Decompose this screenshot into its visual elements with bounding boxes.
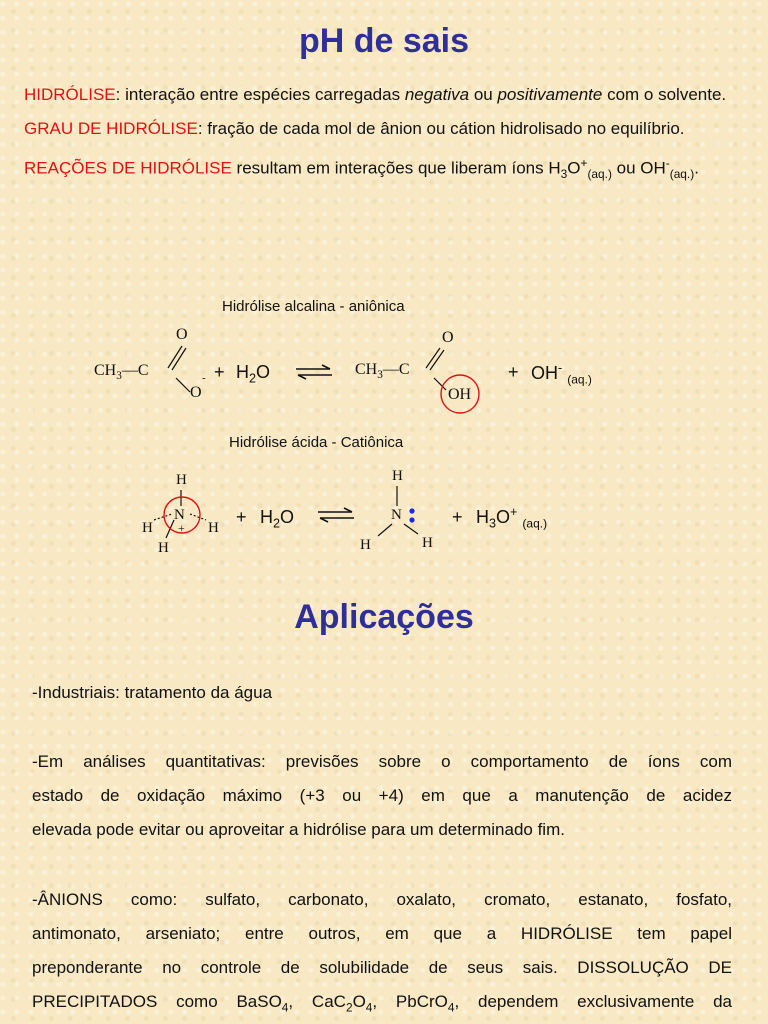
ou-text: ou bbox=[469, 85, 498, 104]
app-item3-line2: antimonato, arseniato; entre outros, em que a HIDRÓLISE tem papel bbox=[32, 924, 732, 943]
hidrolise-end: com o solvente. bbox=[602, 85, 727, 104]
reacoes-period: . bbox=[694, 158, 699, 178]
oh-minus: - bbox=[665, 156, 670, 170]
r2-plus1: + bbox=[236, 507, 247, 527]
r2-h2o-o: O bbox=[280, 507, 295, 527]
r2-n-left: N bbox=[174, 507, 185, 523]
r2-h-right-left: H bbox=[208, 520, 219, 536]
app-item2-line1: -Em análises quantitativas: previsões sobre o comportamento de íons com bbox=[32, 752, 732, 771]
hidrolise-text: : interação entre espécies carregadas bbox=[115, 85, 405, 104]
app-item-anions bbox=[32, 883, 732, 1024]
r2-h3o bbox=[476, 505, 547, 531]
app-item2-line2: estado de oxidação máximo (+3 ou +4) em que a manutenção de acidez bbox=[32, 786, 732, 805]
r2-h3o-h: H bbox=[476, 507, 489, 527]
r2-n-right: N bbox=[391, 507, 402, 523]
h3o-aq: (aq.) bbox=[587, 167, 612, 182]
h3o-o: O bbox=[567, 158, 581, 178]
reaction1-label: Hidrólise alcalina - aniônica bbox=[222, 298, 405, 315]
app-line4-s1: 4 bbox=[281, 1000, 289, 1015]
r1-equilibrium-arrow-icon bbox=[294, 364, 334, 380]
grau-text: : fração de cada mol de ânion ou cátion hidrolisado no equilíbrio. bbox=[197, 119, 685, 138]
r1-plus2: + bbox=[508, 362, 519, 382]
r2-h-bottom-left: H bbox=[158, 540, 169, 556]
app-line4-d: , PbCrO bbox=[372, 992, 448, 1011]
r1-oh: OH bbox=[448, 386, 472, 403]
app-item-analises bbox=[32, 745, 732, 847]
r2-h-left-left: H bbox=[142, 520, 153, 536]
r1-left-bonds bbox=[160, 340, 210, 400]
oh-aq: (aq.) bbox=[669, 167, 695, 182]
reacoes-ou-oh: ou OH bbox=[611, 158, 666, 178]
r2-h2o-h: H bbox=[260, 507, 273, 527]
r2-h3o-aq: (aq.) bbox=[522, 516, 548, 531]
reacoes-text: resultam em interações que liberam íons H bbox=[231, 158, 561, 178]
r1-bond-c-right: —C bbox=[382, 361, 410, 378]
app-line4-s3: 4 bbox=[365, 1000, 373, 1015]
app-line4-c: O bbox=[352, 992, 366, 1011]
r2-h-top-right: H bbox=[392, 468, 403, 484]
r1-minus-charge: - bbox=[202, 372, 206, 384]
r2-plus-charge: + bbox=[178, 521, 185, 535]
r1-right-bonds bbox=[420, 340, 490, 416]
h3o-plus: + bbox=[580, 156, 588, 170]
r1-oh-aq: (aq.) bbox=[567, 372, 592, 387]
r2-h2o bbox=[260, 507, 294, 531]
r1-oh-ion-minus: - bbox=[558, 361, 563, 375]
r1-ch3-right-text: CH bbox=[355, 361, 378, 378]
r2-h-right-right: H bbox=[422, 535, 433, 551]
r1-ch3-right bbox=[355, 361, 410, 381]
app-line4-e: , dependem exclusivamente da bbox=[454, 992, 732, 1011]
applications-title: Aplicações bbox=[294, 598, 474, 636]
r2-equilibrium-arrow-icon bbox=[316, 507, 356, 523]
r1-ch3-text: CH bbox=[94, 362, 117, 379]
reacoes-term: REAÇÕES DE HIDRÓLISE bbox=[24, 158, 232, 178]
reaction2-label: Hidrólise ácida - Catiônica bbox=[229, 434, 404, 451]
r1-ch3-right-sub: 3 bbox=[377, 369, 383, 382]
definitions bbox=[24, 78, 744, 191]
r1-oh-ion-text: OH bbox=[531, 363, 558, 383]
r1-h2o bbox=[236, 362, 270, 386]
r1-oh-ion bbox=[531, 361, 592, 387]
h3o-subscript: 3 bbox=[560, 167, 568, 182]
r1-h2o-o: O bbox=[256, 362, 271, 382]
negativa-text: negativa bbox=[404, 85, 470, 104]
r1-h2o-h: H bbox=[236, 362, 249, 382]
grau-term: GRAU DE HIDRÓLISE bbox=[24, 119, 198, 138]
r2-h-left-right: H bbox=[360, 537, 371, 553]
hidrolise-term: HIDRÓLISE bbox=[24, 85, 116, 104]
r1-o-top-left: O bbox=[176, 326, 188, 343]
r2-h2o-sub: 2 bbox=[273, 516, 281, 531]
r1-ch3-sub: 3 bbox=[116, 370, 122, 383]
positivamente-text: positivamente bbox=[497, 85, 603, 104]
r2-plus2: + bbox=[452, 507, 463, 527]
r2-left-bonds bbox=[140, 484, 220, 548]
app-item3-line3: preponderante no controle de solubilidade de seus sais. DISSOLUÇÃO DE bbox=[32, 958, 732, 977]
app-line4-s4: 4 bbox=[447, 1000, 455, 1015]
app-line4-a: PRECIPITADOS como BaSO bbox=[32, 992, 282, 1011]
r2-h3o-sub: 3 bbox=[489, 516, 497, 531]
r2-right-bonds bbox=[360, 484, 440, 544]
app-item2-line3: elevada pode evitar ou aproveitar a hidrólise para um determinado fim. bbox=[32, 820, 565, 839]
r1-o-top-right: O bbox=[442, 329, 454, 346]
app-line4-b: , CaC bbox=[288, 992, 346, 1011]
r1-bond-c: —C bbox=[121, 362, 149, 379]
r1-ch3-left bbox=[94, 362, 149, 382]
r1-o-minus-left: O bbox=[190, 384, 202, 401]
r1-h2o-sub: 2 bbox=[249, 371, 257, 386]
app-item-industriais: -Industriais: tratamento da água bbox=[32, 683, 273, 702]
r2-h3o-plus: + bbox=[510, 505, 518, 519]
app-item3-line1: -ÂNIONS como: sulfato, carbonato, oxalato, cromato, estanato, fosfato, bbox=[32, 890, 732, 909]
r1-plus1: + bbox=[214, 362, 225, 382]
r2-h3o-o: O bbox=[496, 507, 511, 527]
r2-h-top-left: H bbox=[176, 472, 187, 488]
app-line4-s2: 2 bbox=[345, 1000, 353, 1015]
page-title: pH de sais bbox=[298, 22, 470, 60]
app-item3-line4 bbox=[32, 985, 732, 1024]
